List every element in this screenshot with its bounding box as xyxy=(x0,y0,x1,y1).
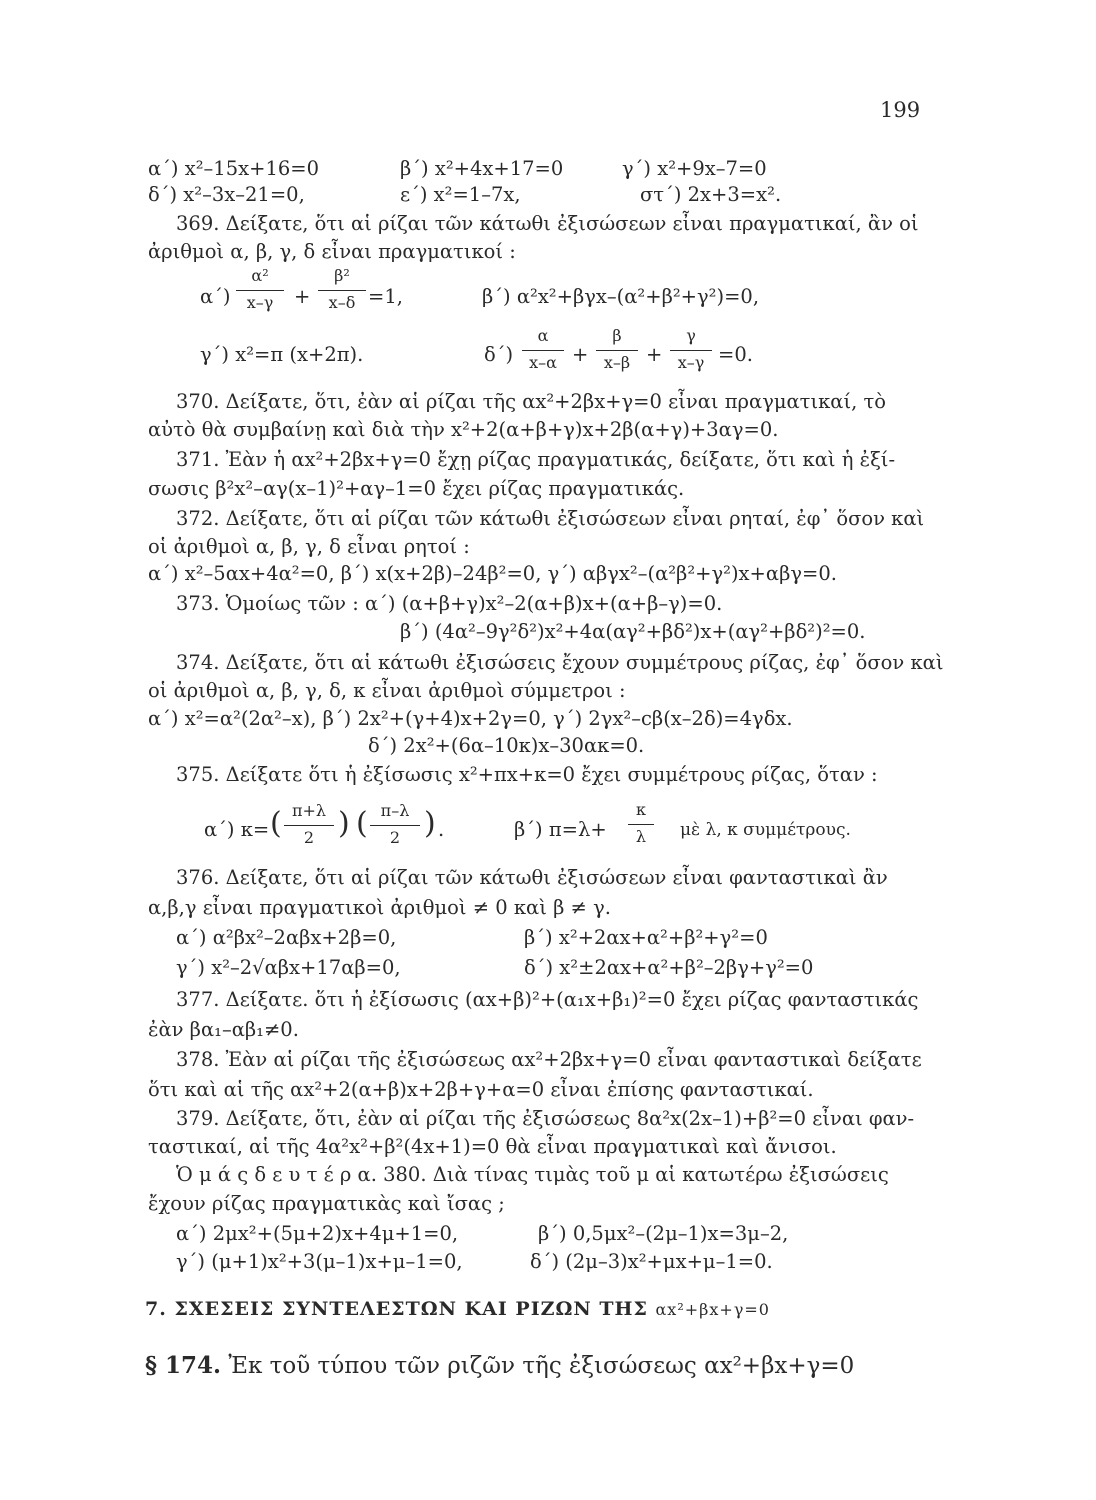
section-title: ΣΧΕΣΕΙΣ ΣΥΝΤΕΛΕΣΤΩΝ ΚΑΙ ΡΙΖΩΝ ΤΗΣ xyxy=(174,1298,648,1320)
fraction-numerator: α xyxy=(537,326,549,345)
fraction-numerator: π–λ xyxy=(380,801,410,820)
eq-label: α΄) xyxy=(200,285,231,308)
fraction-bar xyxy=(284,825,334,826)
plus-sign: + xyxy=(646,343,663,366)
eq-line: 373. Ὁμοίως τῶν : α΄) (α+β+γ)x²–2(α+β)x+(α+β–γ)=0. xyxy=(176,592,723,615)
fraction-numerator: β² xyxy=(334,266,350,285)
eq-line: γ΄) (μ+1)x²+3(μ–1)x+μ–1=0, xyxy=(176,1250,463,1273)
fraction-denominator: 2 xyxy=(303,828,315,847)
text-line: 372. Δείξατε, ὅτι αἱ ρίζαι τῶν κάτωθι ἐξισώσεων εἶναι ρηταί, ἐφ᾽ ὅσον καὶ xyxy=(176,507,925,530)
text-line: 370. Δείξατε, ὅτι, ἐὰν αἱ ρίζαι τῆς αx²+2βx+γ=0 εἶναι πραγματικαί, τὸ xyxy=(176,390,887,413)
text-line: Ὁ μ ά ς δ ε υ τ έ ρ α. 380. Διὰ τίνας τιμὰς τοῦ μ αἱ κατωτέρω ἐξισώσεις xyxy=(176,1163,889,1186)
eq-label: α΄) κ= xyxy=(204,818,270,841)
fraction-denominator: x–α xyxy=(529,353,557,372)
eq-line: δ΄) (2μ–3)x²+μx+μ–1=0. xyxy=(530,1250,773,1273)
text-line: οἱ ἀριθμοὶ α, β, γ, δ, κ εἶναι ἀριθμοὶ σύμμετροι : xyxy=(148,679,626,702)
fraction-numerator: π+λ xyxy=(291,801,327,820)
fraction-bar xyxy=(236,290,284,291)
eq-line: δ΄) 2x²+(6α–10κ)x–30ακ=0. xyxy=(368,734,645,757)
eq-line: γ΄) x²–2√αβx+17αβ=0, xyxy=(176,956,401,979)
eq-text: . xyxy=(438,818,445,841)
text-line: αὐτὸ θὰ συμβαίνῃ καὶ διὰ τὴν x²+2(α+β+γ)x+2β(α+γ)+3αγ=0. xyxy=(148,418,779,441)
eq-text: =0. xyxy=(718,343,753,366)
text-line: 369. Δείξατε, ὅτι αἱ ρίζαι τῶν κάτωθι ἐξισώσεων εἶναι πραγματικαί, ἂν οἱ xyxy=(176,212,919,235)
eq-line: β΄) x²+4x+17=0 xyxy=(400,157,564,180)
eq-line: β΄) x²+2αx+α²+β²+γ²=0 xyxy=(524,926,768,949)
fraction-denominator: λ xyxy=(635,827,647,846)
fraction-denominator: 2 xyxy=(389,828,401,847)
fraction-bar xyxy=(370,825,420,826)
eq-line: δ΄) x²±2αx+α²+β²–2βγ+γ²=0 xyxy=(524,956,814,979)
eq-line: δ΄) x²–3x–21=0, xyxy=(148,183,305,206)
plus-sign: + xyxy=(294,285,311,308)
fraction-numerator: α² xyxy=(251,266,269,285)
paren-open: ( xyxy=(356,806,368,841)
eq-label: δ΄) xyxy=(484,343,514,366)
eq-line: α΄) α²βx²–2αβx+2β=0, xyxy=(176,926,397,949)
eq-line: β΄) α²x²+βγx–(α²+β²+γ²)=0, xyxy=(482,285,760,308)
paragraph-mark: § 174. xyxy=(145,1352,222,1379)
paren-close: ) xyxy=(338,806,350,841)
paren-close: ) xyxy=(424,806,436,841)
text-line: 376. Δείξατε, ὅτι αἱ ρίζαι τῶν κάτωθι ἐξισώσεων εἶναι φανταστικαὶ ἂν xyxy=(176,866,888,889)
eq-line: α΄) x²=α²(2α²–x), β΄) 2x²+(γ+4)x+2γ=0, γ΄) 2γx²–cβ(x–2δ)=4γδx. xyxy=(148,707,793,730)
fraction-numerator: γ xyxy=(686,326,696,345)
paragraph-text: Ἐκ τοῦ τύπου τῶν ριζῶν τῆς ἐξισώσεως αx²+βx+γ=0 xyxy=(228,1353,855,1379)
eq-line: ε΄) x²=1–7x, xyxy=(400,183,521,206)
text-line: σωσις β²x²–αγ(x–1)²+αγ–1=0 ἔχει ρίζας πραγματικάς. xyxy=(148,477,685,500)
plus-sign: + xyxy=(572,343,589,366)
eq-line: α΄) x²–5αx+4α²=0, β΄) x(x+2β)–24β²=0, γ΄) αβγx²–(α²β²+γ²)x+αβγ=0. xyxy=(148,562,837,585)
text-line: ἐὰν βα₁–αβ₁≠0. xyxy=(148,1018,299,1041)
fraction-bar xyxy=(670,350,712,351)
fraction-numerator: β xyxy=(612,326,622,345)
text-line: 378. Ἐὰν αἱ ρίζαι τῆς ἐξισώσεως αx²+2βx+γ=0 εἶναι φανταστικαὶ δείξατε xyxy=(176,1048,922,1071)
fraction-denominator: x–β xyxy=(603,353,631,372)
paragraph-start xyxy=(145,1352,854,1379)
fraction-denominator: x–γ xyxy=(246,293,274,312)
text-line: 379. Δείξατε, ὅτι, ἐὰν αἱ ρίζαι τῆς ἐξισώσεως 8α²x(2x–1)+β²=0 εἶναι φαν- xyxy=(176,1107,915,1130)
eq-label: β΄) π=λ+ xyxy=(514,818,607,841)
text-line: 374. Δείξατε, ὅτι αἱ κάτωθι ἐξισώσεις ἔχουν συμμέτρους ρίζας, ἐφ᾽ ὅσον καὶ xyxy=(176,651,944,674)
fraction-bar xyxy=(596,350,638,351)
fraction-bar xyxy=(318,290,366,291)
paren-open: ( xyxy=(270,806,282,841)
fraction-bar xyxy=(522,350,564,351)
fraction-numerator: κ xyxy=(636,800,646,819)
fraction-denominator: x–γ xyxy=(677,353,705,372)
text-line: ἔχουν ρίζας πραγματικὰς καὶ ἴσας ; xyxy=(148,1192,505,1215)
eq-text: =1, xyxy=(368,285,403,308)
section-heading xyxy=(145,1298,770,1320)
eq-line: α΄) x²–15x+16=0 xyxy=(148,157,319,180)
section-formula: αx²+βx+γ=0 xyxy=(655,1300,770,1319)
page-number: 199 xyxy=(880,98,921,122)
text-line: α,β,γ εἶναι πραγματικοὶ ἀριθμοὶ ≠ 0 καὶ β ≠ γ. xyxy=(148,896,611,919)
text-line: ταστικαί, αἱ τῆς 4α²x²+β²(4x+1)=0 θὰ εἶναι πραγματικαὶ καὶ ἄνισοι. xyxy=(148,1135,837,1158)
eq-line: β΄) 0,5μx²–(2μ–1)x=3μ–2, xyxy=(538,1222,789,1245)
text-line: ἀριθμοὶ α, β, γ, δ εἶναι πραγματικοί : xyxy=(148,240,516,263)
eq-line: β΄) (4α²–9γ²δ²)x²+4α(αγ²+βδ²)x+(αγ²+βδ²)²=0. xyxy=(400,620,866,643)
eq-line: γ΄) x²=π (x+2π). xyxy=(200,343,364,366)
eq-text: μὲ λ, κ συμμέτρους. xyxy=(680,820,851,840)
text-line: 371. Ἐὰν ἡ αx²+2βx+γ=0 ἔχῃ ρίζας πραγματικάς, δείξατε, ὅτι καὶ ἡ ἐξί- xyxy=(176,448,896,471)
text-line: 375. Δείξατε ὅτι ἡ ἐξίσωσις x²+πx+κ=0 ἔχει συμμέτρους ρίζας, ὅταν : xyxy=(176,763,878,786)
text-line: 377. Δείξατε. ὅτι ἡ ἐξίσωσις (αx+β)²+(α₁x+β₁)²=0 ἔχει ρίζας φανταστικάς xyxy=(176,988,919,1011)
fraction-denominator: x–δ xyxy=(328,293,356,312)
fraction-bar xyxy=(628,824,654,825)
text-line: οἱ ἀριθμοὶ α, β, γ, δ εἶναι ρητοί : xyxy=(148,535,470,558)
section-number: 7. xyxy=(145,1298,167,1320)
eq-line: γ΄) x²+9x–7=0 xyxy=(622,157,767,180)
eq-line: στ΄) 2x+3=x². xyxy=(640,183,782,206)
eq-line: α΄) 2μx²+(5μ+2)x+4μ+1=0, xyxy=(176,1222,459,1245)
text-line: ὅτι καὶ αἱ τῆς αx²+2(α+β)x+2β+γ+α=0 εἶναι ἐπίσης φανταστικαί. xyxy=(148,1078,814,1101)
